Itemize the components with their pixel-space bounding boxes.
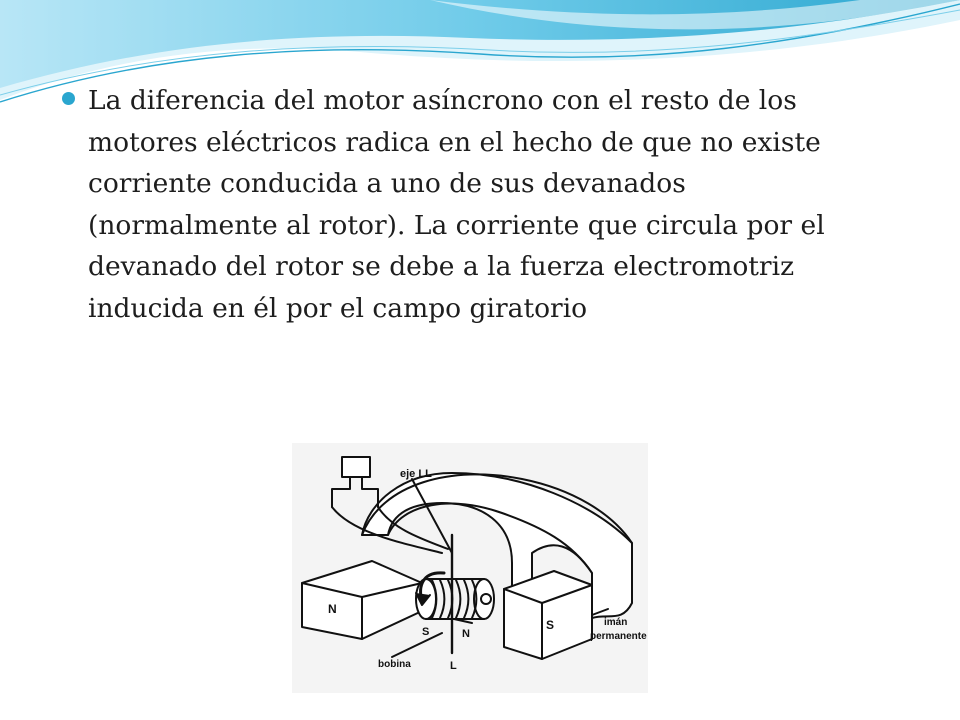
load-box <box>342 457 370 477</box>
label-n-pole: N <box>328 602 337 616</box>
bullet-line: (normalmente al rotor). La corriente que circula por el <box>88 209 825 241</box>
label-eje: eje LL <box>400 468 432 480</box>
label-s-pole: S <box>546 618 555 632</box>
label-coil-n: N <box>462 628 470 640</box>
bullet-line: La diferencia del motor asíncrono con el resto de los <box>88 85 797 116</box>
bullet-dot-icon <box>62 92 75 105</box>
bullet-line: corriente conducida a uno de sus devanados <box>88 168 686 199</box>
label-iman: imán <box>604 617 628 628</box>
bullet-item <box>62 80 942 329</box>
bullet-line: inducida en él por el campo giratorio <box>88 292 588 324</box>
bullet-line: motores eléctricos radica en el hecho de que no existe <box>88 126 821 158</box>
label-l: L <box>450 660 457 672</box>
bullet-line: devanado del rotor se debe a la fuerza electromotriz <box>88 251 795 282</box>
label-coil-s: S <box>422 626 430 638</box>
label-permanente: permanente <box>590 631 647 642</box>
motor-diagram-figure <box>292 443 648 693</box>
label-bobina: bobina <box>378 659 411 670</box>
bullet-text <box>88 80 942 329</box>
